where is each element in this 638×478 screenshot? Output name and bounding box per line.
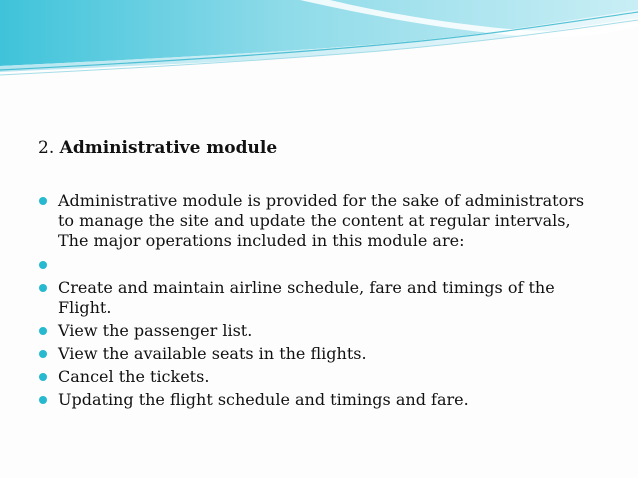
heading-number: 2.	[38, 138, 55, 158]
bullet-line: Cancel the tickets.	[58, 367, 210, 386]
bullet-line: View the available seats in the flights.	[58, 344, 367, 363]
bullet-line: to manage the site and update the content at regular intervals,	[58, 211, 571, 230]
bullet-item	[38, 278, 628, 318]
bullet-list	[38, 191, 628, 413]
bullet-dot-icon	[39, 197, 47, 205]
bullet-item	[38, 191, 628, 251]
bullet-line: Flight.	[58, 298, 112, 317]
bullet-item-empty	[38, 255, 628, 275]
section-heading	[38, 137, 277, 159]
heading-title: Administrative module	[59, 138, 278, 158]
bullet-item	[38, 321, 628, 341]
bullet-dot-icon	[39, 327, 47, 335]
bullet-dot-icon	[39, 373, 47, 381]
header-wave-decoration	[0, 0, 638, 80]
bullet-item	[38, 367, 628, 387]
bullet-line: Updating the flight schedule and timings and fare.	[58, 390, 469, 409]
bullet-line: The major operations included in this module are:	[58, 231, 465, 250]
bullet-item	[38, 344, 628, 364]
bullet-item	[38, 390, 628, 410]
bullet-dot-icon	[39, 350, 47, 358]
bullet-line: Create and maintain airline schedule, fare and timings of the	[58, 278, 555, 297]
bullet-dot-icon	[39, 284, 47, 292]
bullet-line: View the passenger list.	[58, 321, 253, 340]
bullet-dot-icon	[39, 396, 47, 404]
bullet-line: Administrative module is provided for the sake of administrators	[58, 191, 585, 210]
bullet-dot-icon	[39, 261, 47, 269]
